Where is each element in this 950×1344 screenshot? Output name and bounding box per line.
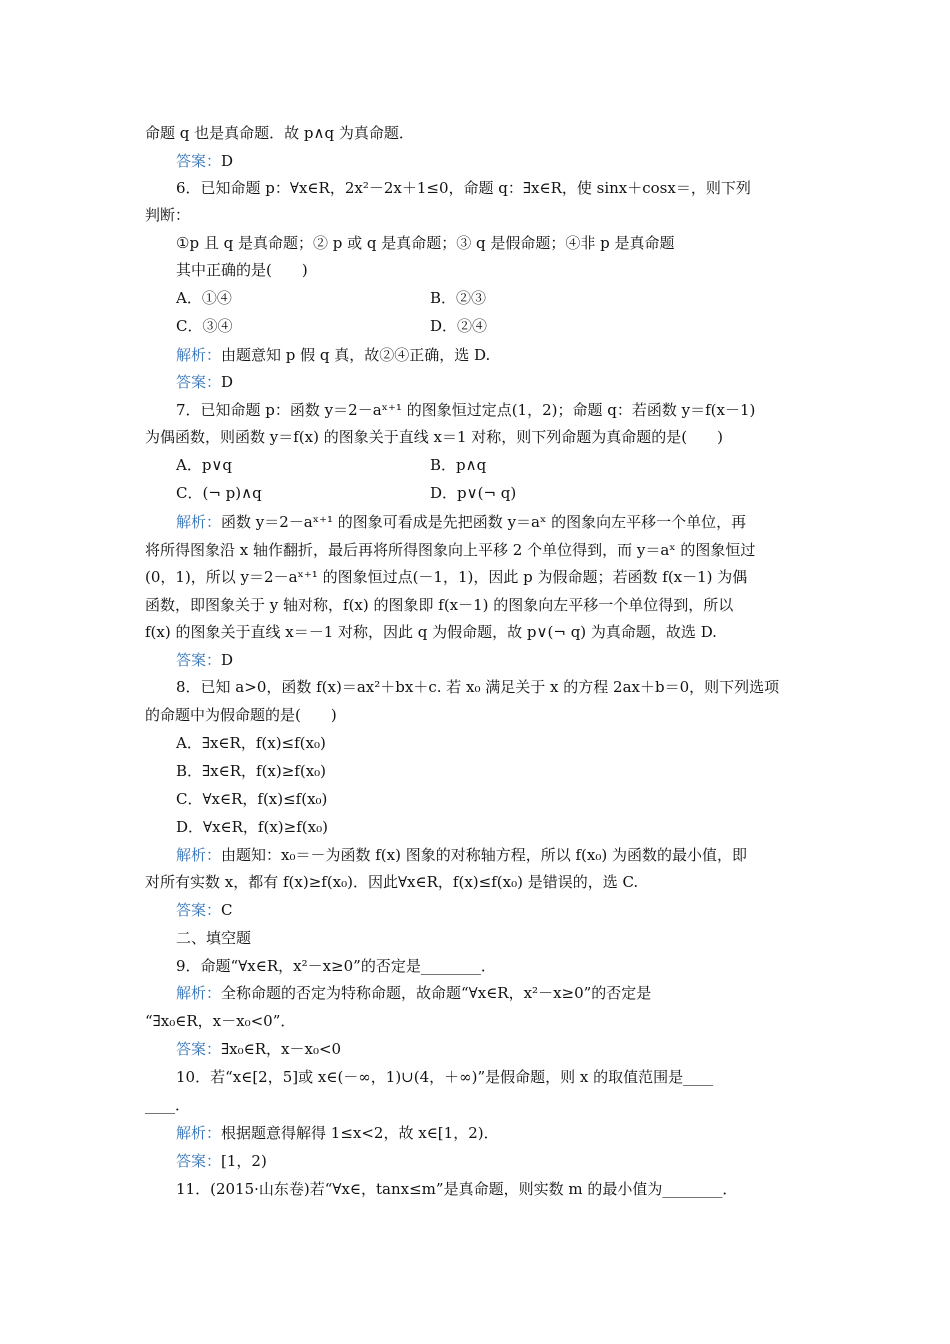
answer-option xyxy=(430,483,516,503)
line-text: 为偶函数，则函数 y＝f(x) 的图象关于直线 x＝1 对称，则下列命题为真命题的是( ) xyxy=(145,428,723,446)
line-text: B．∃x∈R，f(x)≥f(x₀) xyxy=(176,762,327,780)
text-line xyxy=(145,622,717,642)
line-text: D xyxy=(221,651,234,669)
text-line xyxy=(176,1123,499,1143)
line-text: 对所有实数 x，都有 f(x)≥f(x₀)．因此∀x∈R，f(x)≤f(x₀) 是错误的，选 C. xyxy=(145,873,639,891)
text-line xyxy=(145,567,747,587)
text-line xyxy=(176,650,233,670)
line-text: (0，1)，所以 y＝2－aˣ⁺¹ 的图象恒过点(－1，1)，因此 p 为假命题；若函数 f(x－1) 为偶 xyxy=(145,568,748,586)
text-line xyxy=(176,789,327,809)
line-text: ____． xyxy=(145,1096,191,1114)
text-line xyxy=(145,205,190,225)
text-line xyxy=(176,512,746,532)
text-line xyxy=(145,1011,295,1031)
text-line xyxy=(145,1095,190,1115)
line-text: 由题意知 p 假 q 真，故②④正确，选 D. xyxy=(221,346,491,364)
line-text: 7．已知命题 p：函数 y＝2－aˣ⁺¹ 的图象恒过定点(1，2)；命题 q：若函数 y＝f(x－1) xyxy=(176,401,756,419)
text-line xyxy=(176,1179,737,1199)
answer-label: 答案： xyxy=(176,1152,222,1170)
analysis-label: 解析： xyxy=(176,513,222,531)
analysis-label: 解析： xyxy=(176,1124,222,1142)
line-text: C．③④ xyxy=(176,317,233,335)
line-text: D．p∨(¬ q) xyxy=(430,484,517,502)
text-line xyxy=(176,400,755,420)
line-text: C．∀x∈R，f(x)≤f(x₀) xyxy=(176,790,328,808)
line-text: 11．(2015·山东卷)若“∀x∈，tanx≤m”是真命题，则实数 m 的最小值为________． xyxy=(176,1180,738,1198)
line-text: 根据题意得解得 1≤x<2，故 x∈[1，2)． xyxy=(221,1124,499,1142)
line-text: C．(¬ p)∧q xyxy=(176,484,262,502)
text-line xyxy=(176,151,233,171)
line-text: 9．命题“∀x∈R，x²－x≥0”的否定是________． xyxy=(176,957,496,975)
line-text: D xyxy=(221,152,234,170)
line-text: 命题 q 也是真命题．故 p∧q 为真命题． xyxy=(145,124,414,142)
text-line xyxy=(176,1039,341,1059)
line-text: 的命题中为假命题的是( ) xyxy=(145,706,337,724)
line-text: ∃x₀∈R，x－x₀<0 xyxy=(221,1040,342,1058)
text-line xyxy=(176,178,751,198)
text-line xyxy=(145,540,755,560)
line-text: 判断： xyxy=(145,206,191,224)
answer-label: 答案： xyxy=(176,1040,222,1058)
answer-label: 答案： xyxy=(176,651,222,669)
line-text: D．∀x∈R，f(x)≥f(x₀) xyxy=(176,818,328,836)
line-text: 全称命题的否定为特称命题，故命题“∀x∈R，x²－x≥0”的否定是 xyxy=(221,984,652,1002)
line-text: 函数，即图象关于 y 轴对称，f(x) 的图象即 f(x－1) 的图象向左平移一个单位得到，所以 xyxy=(145,596,734,614)
answer-label: 答案： xyxy=(176,373,222,391)
line-text: B．p∧q xyxy=(430,456,487,474)
text-line xyxy=(176,761,326,781)
analysis-label: 解析： xyxy=(176,984,222,1002)
text-line xyxy=(145,427,723,447)
line-text: A．①④ xyxy=(176,289,232,307)
text-line xyxy=(176,1067,713,1087)
text-line xyxy=(176,733,326,753)
line-text: ①p 且 q 是真命题；② p 或 q 是真命题；③ q 是假命题；④非 p 是真命题 xyxy=(176,234,675,252)
text-line xyxy=(145,872,638,892)
text-line xyxy=(176,817,328,837)
line-text: 将所得图象沿 x 轴作翻折，最后再将所得图象向上平移 2 个单位得到，而 y＝aˣ 的图象恒过 xyxy=(145,541,756,559)
text-line xyxy=(145,705,337,725)
answer-option xyxy=(430,316,487,336)
answer-option xyxy=(430,288,486,308)
line-text: D．②④ xyxy=(430,317,488,335)
line-text: 二、填空题 xyxy=(176,929,252,947)
text-line xyxy=(176,677,779,697)
text-line xyxy=(176,900,233,920)
text-line xyxy=(176,233,675,253)
line-text: C xyxy=(221,901,233,919)
text-line xyxy=(145,123,414,143)
text-line xyxy=(176,372,233,392)
line-text: B．②③ xyxy=(430,289,487,307)
answer-option xyxy=(176,455,232,475)
answer-label: 答案： xyxy=(176,152,222,170)
line-text: [1，2) xyxy=(221,1152,267,1170)
line-text: 由题知：x₀＝－为函数 f(x) 图象的对称轴方程，所以 f(x₀) 为函数的最小值，即 xyxy=(221,846,748,864)
line-text: 函数 y＝2－aˣ⁺¹ 的图象可看成是先把函数 y＝aˣ 的图象向左平移一个单位，再 xyxy=(221,513,747,531)
text-line xyxy=(176,983,651,1003)
text-line xyxy=(176,956,496,976)
line-text: 6．已知命题 p：∀x∈R，2x²－2x＋1≤0，命题 q：∃x∈R，使 sinx＋cosx＝，则下列 xyxy=(176,179,751,197)
line-text: A．p∨q xyxy=(176,456,233,474)
text-line xyxy=(176,845,747,865)
text-line xyxy=(176,345,490,365)
line-text: A．∃x∈R，f(x)≤f(x₀) xyxy=(176,734,326,752)
answer-option xyxy=(176,288,232,308)
answer-label: 答案： xyxy=(176,901,222,919)
answer-option xyxy=(176,483,262,503)
text-line xyxy=(176,1151,267,1171)
analysis-label: 解析： xyxy=(176,846,222,864)
line-text: “∃x₀∈R，x－x₀<0”． xyxy=(145,1012,296,1030)
analysis-label: 解析： xyxy=(176,346,222,364)
line-text: 8．已知 a>0，函数 f(x)＝ax²＋bx＋c. 若 x₀ 满足关于 x 的方程 2ax＋b＝0，则下列选项 xyxy=(176,678,780,696)
line-text: D xyxy=(221,373,234,391)
answer-option xyxy=(176,316,232,336)
text-line xyxy=(176,928,251,948)
line-text: f(x) 的图象关于直线 x＝－1 对称，因此 q 为假命题，故 p∨(¬ q) 为真命题，故选 D. xyxy=(145,623,717,641)
text-line xyxy=(176,260,308,280)
text-line xyxy=(145,595,733,615)
answer-option xyxy=(430,455,486,475)
line-text: 10．若“x∈[2，5]或 x∈(－∞，1)∪(4，＋∞)”是假命题，则 x 的取值范围是____ xyxy=(176,1068,714,1086)
line-text: 其中正确的是( ) xyxy=(176,261,308,279)
